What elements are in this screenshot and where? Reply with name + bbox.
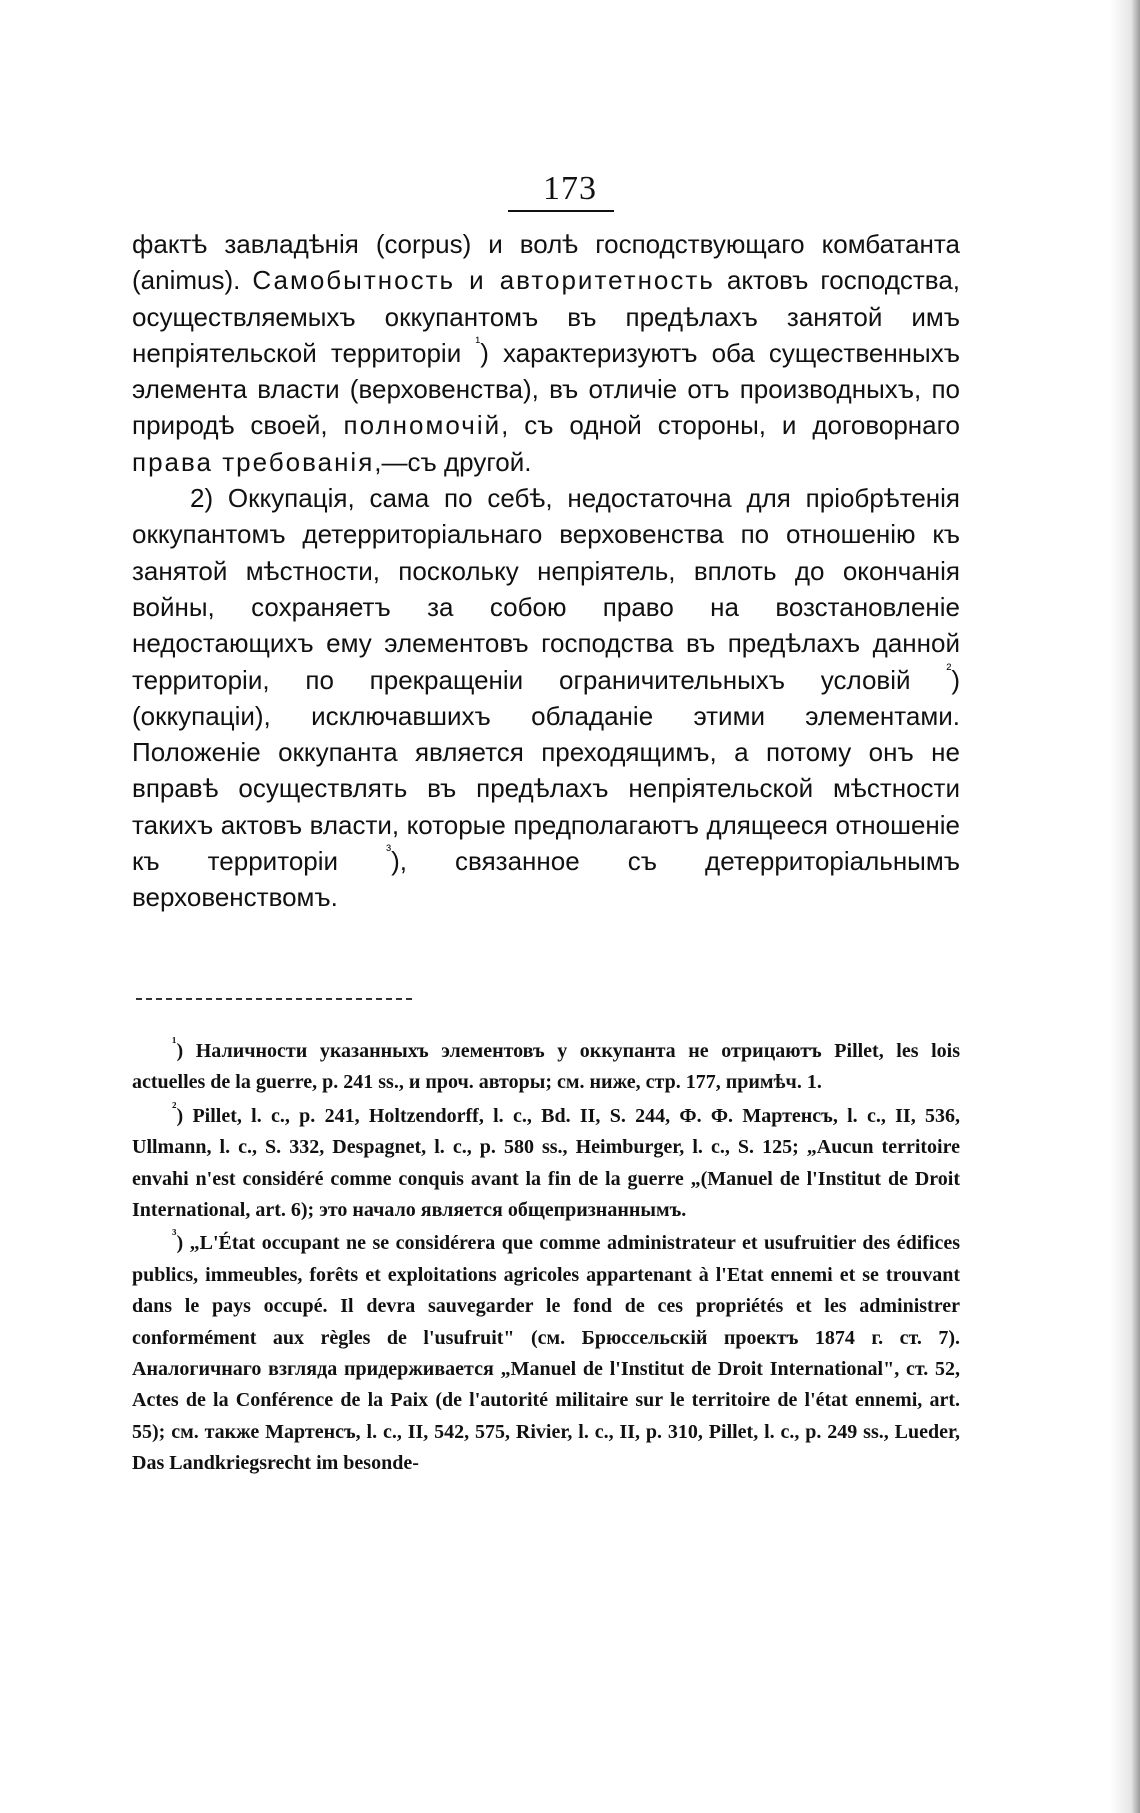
footnote-ref-1: ¹ [475, 333, 481, 351]
footnote-1-mark: ¹ [172, 1035, 177, 1051]
paragraph-1-part-i: ,—съ другой. [374, 446, 532, 477]
paragraph-2-part-c: ) (оккупаціи), исключавшихъ обладаніе этими элементами. Положеніе оккупанта является преходящимъ, а потому онъ не вправѣ осуществлять въ предѣлахъ непріятельской мѣстности такихъ актовъ власти, которые предполагаютъ длящееся отношеніе къ территоріи [132, 664, 960, 877]
page-number: 173 [543, 170, 597, 207]
paragraph-1 [132, 226, 960, 480]
footnote-3-text: ) „L'État occupant ne se considérera que comme administrateur et usufruitier des édifices publics, immeubles, forêts et exploitations agricoles appartenant à l'Etat ennemi et se trouvant dans le pays occupé. Il devra sauvegarder le fond de ces propriétés et les administrer conformément aux règles de l'usufruit" (см. Брюссельскій проектъ 1874 г. ст. 7). Аналогичнаго взгляда придерживается „Manuel de l'Institut de Droit International", ст. 52, Actes de la Conférence de la Paix (de l'autorité militaire sur le territoire de l'état ennemi, art. 55); см. также Мартенсъ, l. c., II, 542, 575, Rivier, l. c., II, p. 310, Pillet, l. c., p. 249 ss., Lueder, Das Landkriegsrecht im besonde- [132, 1232, 960, 1475]
paragraph-1-spaced-phrase: Самобытность и авторитетность [252, 265, 715, 296]
paragraph-1-spaced-word: полномочій [343, 410, 502, 441]
page-number-rule [508, 210, 614, 212]
page-edge-shadow [1110, 0, 1140, 1813]
footnote-ref-3: ³ [386, 842, 392, 860]
paragraph-2-part-a: 2) Оккупація, сама по себѣ, недостаточна для пріобрѣтенія оккупантомъ детерриторіальнаго верховенства по отношенію къ занятой мѣстности, поскольку непріятель, вплоть до окончанія войны, сохраняетъ за собою право на возстановленіе недостающихъ ему элементовъ господства въ предѣлахъ данной территоріи, по прекращеніи ограничительныхъ условій [132, 483, 960, 695]
paragraph-2 [132, 480, 960, 916]
footnote-separator [136, 998, 412, 1000]
paragraph-1-part-c: актовъ господства, осуществляемыхъ оккупантомъ въ предѣлахъ занятой имъ непріятельской территоріи [132, 265, 961, 368]
footnote-3-mark: ³ [172, 1227, 177, 1244]
paragraph-2-part-e: ), связанное съ детерриторіальнымъ верховенствомъ. [132, 846, 960, 913]
paragraph-1-part-a: фактѣ завладѣнія (corpus) и волѣ господствующаго комбатанта (animus). [132, 229, 960, 296]
footnote-3 [132, 1228, 960, 1479]
footnotes [132, 1036, 960, 1482]
footnote-2 [132, 1101, 960, 1227]
footnote-1 [132, 1036, 960, 1099]
paragraph-1-spaced-phrase-2: права требованія [132, 446, 375, 477]
footnote-2-text: ) Pillet, l. c., p. 241, Holtzendorff, l. c., Bd. II, S. 244, Ф. Ф. Мартенсъ, l. c., II, 536, Ullmann, l. c., S. 332, Despagnet, l. c., p. 580 ss., Heimburger, l. c., S. 125; „Aucun territoire envahi n'est considéré comme conquis avant la fin de la guerre „(Manuel de l'Institut de Droit International, art. 6); это начало является общепризнаннымъ. [132, 1104, 960, 1222]
paragraph-1-part-e: ) характеризуютъ оба существенныхъ элемента власти (верховенства), въ отличіе отъ производныхъ, по природѣ своей, [132, 337, 960, 441]
paragraph-1-part-g: , съ одной стороны, и договорнаго [501, 410, 961, 441]
footnote-1-text: ) Наличности указанныхъ элементовъ у оккупанта не отрицаютъ Pillet, les lois actuelles de la guerre, p. 241 ss., и проч. авторы; см. ниже, стр. 177, примѣч. 1. [132, 1040, 960, 1094]
body-text [132, 226, 960, 916]
footnote-2-mark: ² [172, 1099, 177, 1116]
footnote-ref-2: ² [946, 660, 952, 678]
